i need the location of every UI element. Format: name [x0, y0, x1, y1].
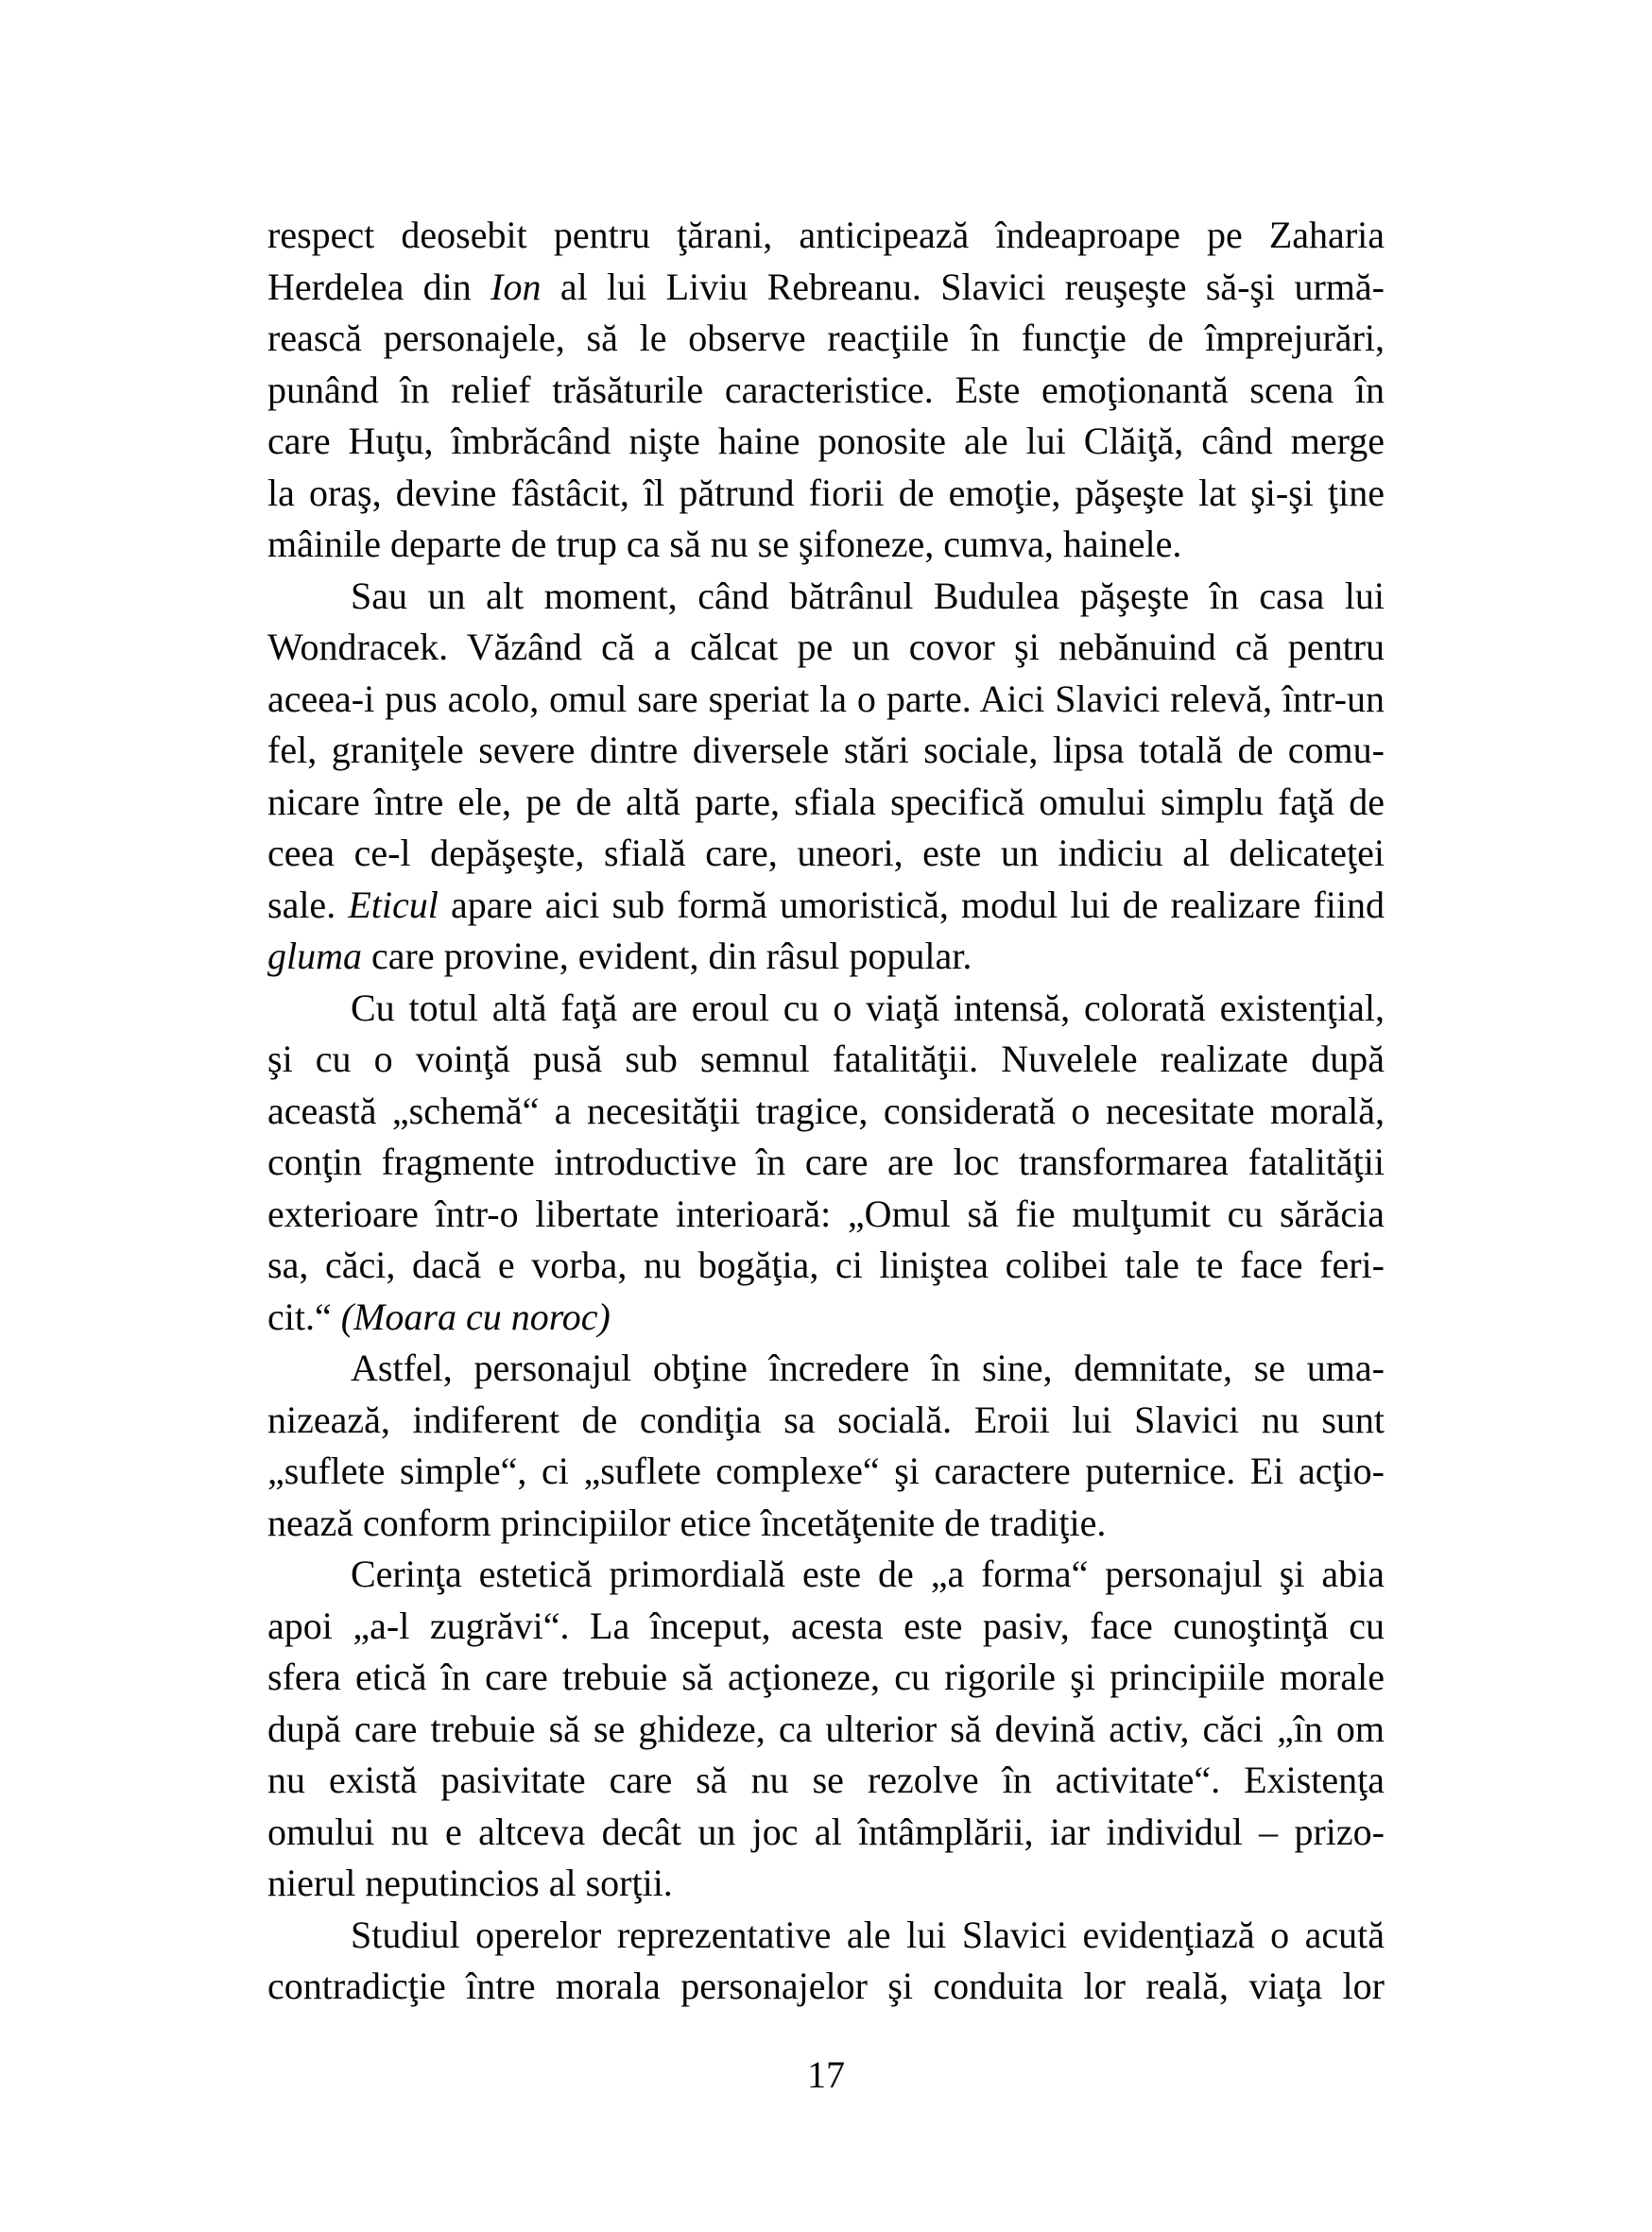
text-segment: omului nu e altceva decât un joc al întâmplării, iar individul – prizo- [267, 1810, 1385, 1853]
text-segment: apare aici sub formă umoristică, modul lui de realizare fiind [438, 883, 1385, 926]
text-segment: exterioare într-o libertate interioară: „Omul să fie mulţumit cu sărăcia [267, 1192, 1385, 1235]
text-segment: Wondracek. Văzând că a călcat pe un covor şi nebănuind că pentru [267, 626, 1385, 668]
text-segment: Sau un alt moment, când bătrânul Budulea păşeşte în casa lui [351, 574, 1385, 617]
text-line [267, 416, 1385, 468]
text-line [267, 1755, 1385, 1807]
text-segment: sfera etică în care trebuie să acţioneze, cu rigorile şi principiile morale [267, 1656, 1385, 1698]
text-line [267, 313, 1385, 365]
text-segment: această „schemă“ a necesităţii tragice, considerată o necesitate morală, [267, 1089, 1385, 1132]
text-line [267, 1652, 1385, 1704]
text-segment: mâinile departe de trup ca să nu se şifoneze, cumva, hainele. [267, 523, 1182, 565]
text-line [267, 1961, 1385, 2013]
text-line [267, 1395, 1385, 1447]
text-segment: conţin fragmente introductive în care are loc transformarea fatalităţii [267, 1141, 1385, 1183]
text-segment: Cerinţa estetică primordială este de „a forma“ personajul şi abia [351, 1553, 1385, 1595]
text-segment: „suflete simple“, ci „suflete complexe“ şi caractere puternice. Ei acţio- [267, 1450, 1385, 1492]
text-segment: Studiul operelor reprezentative ale lui Slavici evidenţiază o acută [351, 1913, 1385, 1956]
text-line [267, 210, 1385, 262]
italic-text-segment: (Moara cu noroc) [340, 1295, 611, 1338]
text-line [267, 1086, 1385, 1138]
text-segment: nierul neputincios al sorţii. [267, 1862, 673, 1904]
text-segment: sa, căci, dacă e vorba, nu bogăţia, ci liniştea colibei tale te face feri- [267, 1244, 1385, 1286]
text-segment: aceea-i pus acolo, omul sare speriat la o parte. Aici Slavici relevă, într-un [267, 677, 1385, 720]
text-segment: nu există pasivitate care să nu se rezolve în activitate“. Existenţa [267, 1759, 1385, 1801]
text-block [267, 210, 1385, 2013]
text-line [267, 468, 1385, 520]
text-line [267, 725, 1385, 777]
text-segment: ceea ce-l depăşeşte, sfială care, uneori, este un indiciu al delicateţei [267, 832, 1385, 874]
text-line [267, 931, 1385, 983]
text-line [267, 1137, 1385, 1189]
text-line [267, 1858, 1385, 1910]
text-segment: contradicţie între morala personajelor şi conduita lor reală, viaţa lor [267, 1965, 1385, 2007]
text-segment: nează conform principiilor etice încetăţenite de tradiţie. [267, 1501, 1107, 1544]
text-segment: punând în relief trăsăturile caracteristice. Este emoţionantă scena în [267, 368, 1385, 411]
text-segment: apoi „a-l zugrăvi“. La început, acesta este pasiv, face cunoştinţă cu [267, 1604, 1385, 1647]
italic-text-segment: gluma [267, 935, 362, 977]
text-segment: Astfel, personajul obţine încredere în sine, demnitate, se uma- [351, 1347, 1385, 1389]
text-segment: şi cu o voinţă pusă sub semnul fatalităţii. Nuvelele realizate după [267, 1038, 1385, 1080]
text-segment: rească personajele, să le observe reacţiile în funcţie de împrejurări, [267, 317, 1385, 359]
text-line [267, 1601, 1385, 1653]
text-segment: cit.“ [267, 1295, 341, 1338]
text-segment: după care trebuie să se ghideze, ca ulterior să devină activ, căci „în om [267, 1707, 1385, 1750]
text-segment: al lui Liviu Rebreanu. Slavici reuşeşte să-şi urmă- [541, 265, 1385, 308]
text-line [267, 1034, 1385, 1086]
text-segment: respect deosebit pentru ţărani, anticipează îndeaproape pe Zaharia [267, 214, 1385, 256]
text-line [267, 1446, 1385, 1498]
text-line [267, 880, 1385, 932]
text-line [267, 1807, 1385, 1859]
text-line [267, 674, 1385, 726]
text-segment: care Huţu, îmbrăcând nişte haine ponosite ale lui Clăiţă, când merge [267, 420, 1385, 462]
text-segment: sale. [267, 883, 349, 926]
text-line [267, 622, 1385, 674]
text-line [267, 571, 1385, 623]
text-segment: Cu totul altă faţă are eroul cu o viaţă intensă, colorată existenţial, [351, 986, 1385, 1029]
text-segment: nicare între ele, pe de altă parte, sfiala specifică omului simplu faţă de [267, 780, 1385, 823]
text-line [267, 1498, 1385, 1550]
text-segment: Herdelea din [267, 265, 491, 308]
text-line [267, 1189, 1385, 1241]
text-line [267, 519, 1385, 571]
text-line [267, 1910, 1385, 1962]
text-line [267, 1292, 1385, 1344]
italic-text-segment: Eticul [348, 883, 439, 926]
text-line [267, 777, 1385, 829]
text-line [267, 1549, 1385, 1601]
text-line [267, 1704, 1385, 1756]
text-line [267, 1343, 1385, 1395]
page-number: 17 [807, 2053, 845, 2096]
text-segment: care provine, evident, din râsul popular. [362, 935, 972, 977]
text-segment: la oraş, devine fâstâcit, îl pătrund fiorii de emoţie, păşeşte lat şi-şi ţine [267, 471, 1385, 514]
text-segment: fel, graniţele severe dintre diversele stări sociale, lipsa totală de comu- [267, 729, 1385, 771]
text-segment: nizează, indiferent de condiţia sa socială. Eroii lui Slavici nu sunt [267, 1398, 1385, 1441]
text-line [267, 365, 1385, 417]
text-line [267, 262, 1385, 314]
text-line [267, 1240, 1385, 1292]
text-line [267, 828, 1385, 880]
italic-text-segment: Ion [490, 265, 542, 308]
text-line [267, 983, 1385, 1035]
